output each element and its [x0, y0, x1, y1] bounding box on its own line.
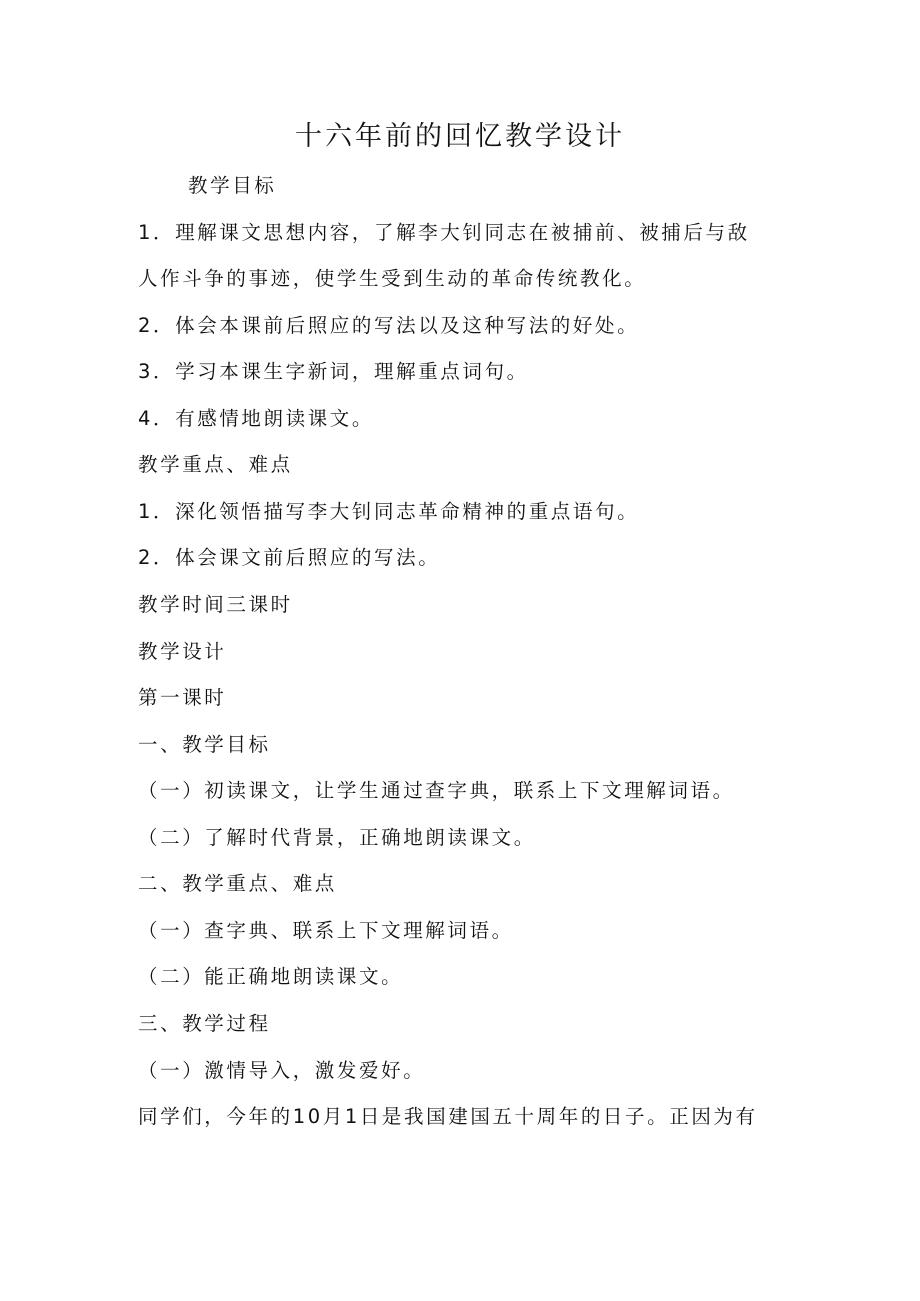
section-heading-lesson-one: 第一课时 [138, 686, 227, 709]
paragraph-line: 1．深化领悟描写李大钊同志革命精神的重点语句。 [138, 500, 640, 523]
paragraph-line: （二）了解时代背景，正确地朗读课文。 [138, 826, 536, 849]
section-heading: 二、教学重点、难点 [138, 872, 337, 895]
paragraph-line: 同学们，今年的10月1日是我国建国五十周年的日子。正因为有 [138, 1105, 758, 1128]
section-heading-objectives: 教学目标 [188, 174, 277, 197]
paragraph-line: 3．学习本课生字新词，理解重点词句。 [138, 360, 529, 383]
paragraph-line: 2．体会本课前后照应的写法以及这种写法的好处。 [138, 314, 640, 337]
section-heading-time: 教学时间三课时 [138, 593, 293, 616]
paragraph-line: 2．体会课文前后照应的写法。 [138, 546, 441, 569]
section-heading: 三、教学过程 [138, 1012, 271, 1035]
paragraph-line: （一）查字典、联系上下文理解词语。 [138, 919, 514, 942]
section-heading-key-points: 教学重点、难点 [138, 453, 293, 476]
section-heading-design: 教学设计 [138, 640, 227, 663]
paragraph-line: （一）激情导入，激发爱好。 [138, 1059, 426, 1082]
section-heading: 一、教学目标 [138, 733, 271, 756]
paragraph-line: 4．有感情地朗读课文。 [138, 407, 375, 430]
paragraph-line: 人作斗争的事迹，使学生受到生动的革命传统教化。 [138, 267, 647, 290]
paragraph-line: （一）初读课文，让学生通过查字典，联系上下文理解词语。 [138, 779, 735, 802]
paragraph-line: 1．理解课文思想内容，了解李大钊同志在被捕前、被捕后与敌 [138, 221, 750, 244]
document-title: 十六年前的回忆教学设计 [295, 121, 625, 152]
paragraph-line: （二）能正确地朗读课文。 [138, 965, 404, 988]
